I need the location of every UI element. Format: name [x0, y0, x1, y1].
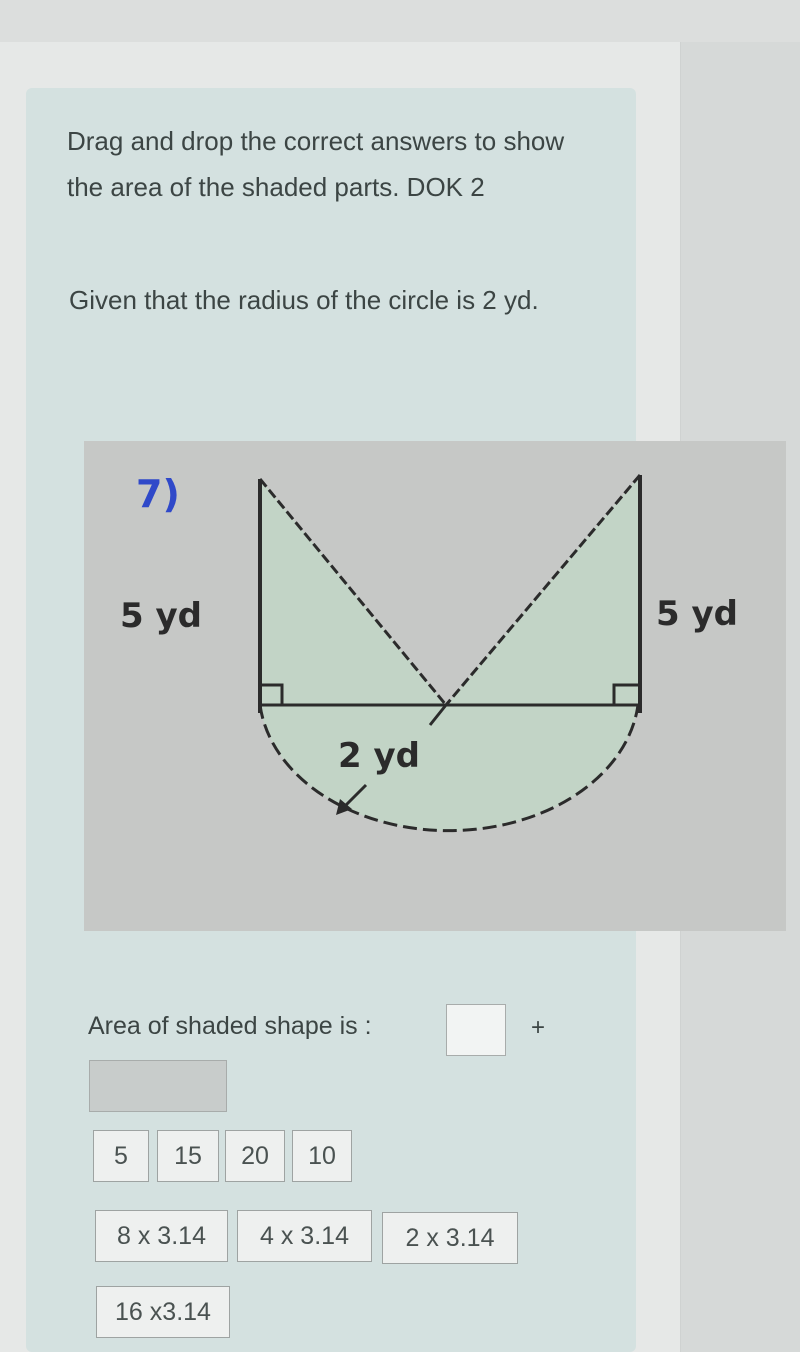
answer-tile[interactable]: 2 x 3.14 — [382, 1212, 518, 1264]
question-prompt: Drag and drop the correct answers to show the area of the shaded parts. DOK 2 — [67, 126, 565, 202]
browser-top-strip — [0, 0, 800, 42]
answer-tile[interactable]: 8 x 3.14 — [95, 1210, 228, 1262]
left-side-label: 5 yd — [120, 596, 202, 636]
answer-tile[interactable]: 20 — [225, 1130, 285, 1182]
answer-label: Area of shaded shape is : — [88, 1012, 372, 1040]
radius-label: 2 yd — [338, 736, 420, 776]
figure-image — [84, 441, 786, 931]
plus-sign: + — [531, 1014, 546, 1041]
answer-drop-box-1[interactable] — [446, 1004, 506, 1056]
shaded-semicircle — [260, 705, 638, 831]
answer-tile[interactable]: 4 x 3.14 — [237, 1210, 372, 1262]
figure-number: 7) — [136, 472, 180, 516]
question-given: Given that the radius of the circle is 2 yd. — [69, 285, 539, 315]
answer-tile[interactable]: 5 — [93, 1130, 149, 1182]
figure-svg — [84, 441, 786, 931]
answer-tile[interactable]: 15 — [157, 1130, 219, 1182]
answer-tile[interactable]: 10 — [292, 1130, 352, 1182]
answer-tile[interactable]: 16 x3.14 — [96, 1286, 230, 1338]
right-side-label: 5 yd — [656, 594, 738, 634]
answer-drop-box-2[interactable] — [89, 1060, 227, 1112]
